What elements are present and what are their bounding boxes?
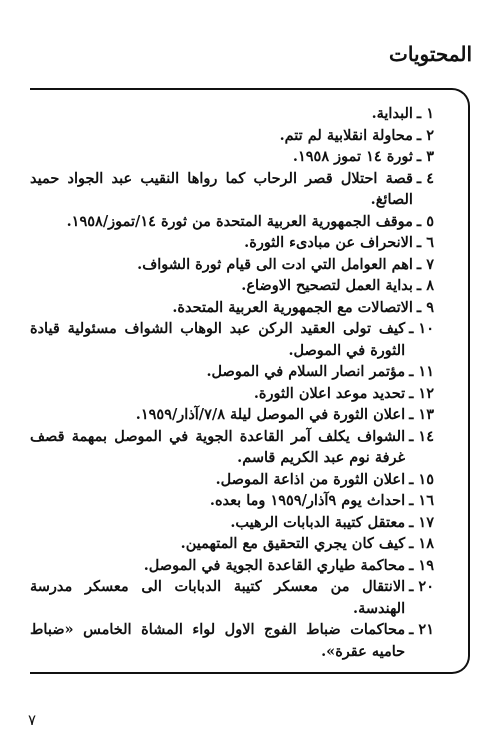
toc-entry-number: ١٣ ـ bbox=[409, 406, 434, 423]
toc-entry-title: محاكمة طياري القاعدة الجوية في الموصل. bbox=[143, 556, 406, 574]
toc-entry-title: البداية. bbox=[371, 105, 413, 122]
toc-entry bbox=[30, 404, 434, 426]
toc-entry bbox=[30, 490, 434, 512]
toc-entry-title: مؤتمر انصار السلام في الموصل. bbox=[206, 363, 406, 380]
toc-entry bbox=[30, 361, 434, 383]
toc-entry-number: ١ ـ bbox=[416, 105, 434, 122]
toc-entry bbox=[30, 146, 434, 168]
toc-entry-title: ثورة ١٤ تموز ١٩٥٨. bbox=[292, 148, 413, 165]
toc-entry bbox=[30, 232, 434, 254]
toc-entry-number: ١١ ـ bbox=[409, 363, 434, 380]
toc-entry bbox=[30, 555, 434, 577]
toc-entry-title: كيف كان يجري التحقيق مع المتهمين. bbox=[180, 535, 406, 552]
toc-entry-number: ٢٠ ـ bbox=[409, 578, 434, 595]
toc-entry-title: موقف الجمهورية العربية المتحدة من ثورة ١٤/تموز/١٩٥٨. bbox=[66, 212, 413, 230]
toc-entry bbox=[30, 619, 434, 662]
toc-entry-title: قصة احتلال قصر الرحاب كما رواها النقيب عبد الجواد حميد الصائغ. bbox=[30, 169, 413, 208]
toc-entry-title: محاولة انقلابية لم تتم. bbox=[279, 126, 413, 144]
toc-entry bbox=[30, 103, 434, 125]
toc-entry-title: اعلان الثورة في الموصل ليلة ٧/٨/آذار/١٩٥٩. bbox=[135, 406, 406, 423]
toc-entry-title: الانحراف عن مبادىء الثورة. bbox=[244, 234, 413, 251]
toc-entry bbox=[30, 125, 434, 147]
toc-entry-title: اعلان الثورة من اذاعة الموصل. bbox=[215, 470, 406, 488]
toc-entry bbox=[30, 533, 434, 555]
toc-entry-number: ١٥ ـ bbox=[409, 470, 434, 488]
toc-entry-number: ١٤ ـ bbox=[409, 427, 434, 445]
toc-entry-number: ٨ ـ bbox=[416, 277, 434, 294]
toc-entry-title: الانتقال من معسكر كتيبة الدبابات الى معسكر مدرسة الهندسة. bbox=[30, 578, 406, 617]
page-title: المحتويات bbox=[389, 42, 472, 66]
toc-entry-title: تحديد موعد اعلان الثورة. bbox=[253, 384, 406, 402]
toc-entry-number: ٤ ـ bbox=[416, 169, 434, 187]
toc-entry-number: ١٨ ـ bbox=[409, 535, 434, 552]
toc-entry bbox=[30, 254, 434, 276]
toc-entry-title: محاكمات ضباط الفوج الاول لواء المشاة الخامس «ضباط حاميه عقرة». bbox=[30, 621, 406, 660]
toc-entry-title: بداية العمل لتصحيح الاوضاع. bbox=[241, 277, 413, 294]
toc-entry-number: ٦ ـ bbox=[416, 234, 434, 251]
toc-entry-number: ٢١ ـ bbox=[409, 621, 434, 638]
toc-entry-number: ١٦ ـ bbox=[409, 492, 434, 509]
toc-entry-title: معتقل كتيبة الدبابات الرهيب. bbox=[230, 513, 406, 531]
toc-entry-title: اهم العوامل التي ادت الى قيام ثورة الشواف. bbox=[137, 255, 413, 273]
page-number: ٧ bbox=[28, 711, 37, 729]
toc-entry bbox=[30, 275, 434, 297]
toc-entry bbox=[30, 512, 434, 534]
toc-entry bbox=[30, 168, 434, 211]
toc-entry bbox=[30, 318, 434, 361]
toc-entry-number: ١٧ ـ bbox=[409, 513, 434, 531]
toc-entry bbox=[30, 576, 434, 619]
toc-entry-title: الاتصالات مع الجمهورية العربية المتحدة. bbox=[172, 298, 413, 316]
toc-entry bbox=[30, 383, 434, 405]
toc-entry bbox=[30, 211, 434, 233]
toc-entry-number: ٥ ـ bbox=[416, 212, 434, 230]
toc-entry-number: ١٢ ـ bbox=[409, 384, 434, 402]
toc-entry-number: ٧ ـ bbox=[416, 255, 434, 273]
toc-entry-number: ١٩ ـ bbox=[409, 556, 434, 574]
toc-entry-number: ٩ ـ bbox=[416, 298, 434, 316]
toc-entry-number: ٣ ـ bbox=[416, 148, 434, 165]
toc-entry bbox=[30, 297, 434, 319]
toc-entry bbox=[30, 469, 434, 491]
toc-entry-title: الشواف يكلف آمر القاعدة الجوية في الموصل بمهمة قصف غرفة نوم عبد الكريم قاسم. bbox=[30, 427, 406, 466]
toc-entry-number: ٢ ـ bbox=[416, 126, 434, 144]
toc-entry-number: ١٠ ـ bbox=[409, 320, 434, 337]
table-of-contents bbox=[30, 103, 434, 662]
toc-entry-title: احداث يوم ٩آذار/١٩٥٩ وما بعده. bbox=[209, 492, 406, 509]
toc-entry bbox=[30, 426, 434, 469]
toc-entry-title: كيف تولى العقيد الركن عبد الوهاب الشواف مسئولية قيادة الثورة في الموصل. bbox=[30, 320, 406, 359]
